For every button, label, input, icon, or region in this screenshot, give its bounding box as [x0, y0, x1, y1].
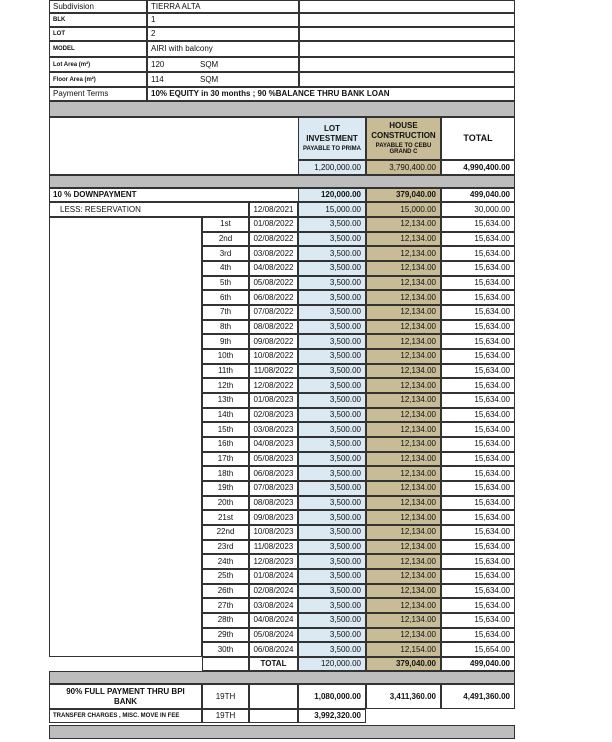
installment-lot: 3,500.00: [298, 393, 366, 408]
installment-date: 10/08/2022: [249, 349, 298, 364]
full-payment-label-line1: 90% FULL PAYMENT THRU BPI: [66, 686, 185, 696]
installment-number: 24th: [202, 554, 249, 569]
header-empty-0: [299, 0, 515, 13]
installment-house: 12,134.00: [366, 598, 441, 613]
installment-lot: 3,500.00: [298, 510, 366, 525]
installment-lot: 3,500.00: [298, 584, 366, 599]
installment-date: 04/08/2023: [249, 437, 298, 452]
installment-lot: 3,500.00: [298, 378, 366, 393]
installment-total: 15,634.00: [441, 437, 515, 452]
installment-date: 05/08/2023: [249, 452, 298, 467]
installment-house: 12,154.00: [366, 642, 441, 657]
installment-house: 12,134.00: [366, 481, 441, 496]
installment-total: 15,634.00: [441, 276, 515, 291]
installment-number: 20th: [202, 496, 249, 511]
section-separator-2: [49, 175, 515, 188]
installment-number: 2nd: [202, 232, 249, 247]
installment-total: 15,634.00: [441, 613, 515, 628]
installment-house: 12,134.00: [366, 613, 441, 628]
installment-total: 15,634.00: [441, 290, 515, 305]
installment-date: 11/08/2022: [249, 364, 298, 379]
installment-date: 06/08/2024: [249, 642, 298, 657]
installment-house: 12,134.00: [366, 217, 441, 232]
lot-title-line2: INVESTMENT: [306, 134, 358, 143]
totals-label: TOTAL: [249, 657, 298, 671]
total-header: TOTAL: [441, 117, 515, 160]
installment-house: 12,134.00: [366, 378, 441, 393]
installment-number: 14th: [202, 408, 249, 423]
header-value-2: 2: [147, 27, 299, 41]
installment-total: 15,634.00: [441, 246, 515, 261]
header-label-6: Payment Terms: [49, 87, 147, 101]
installment-lot: 3,500.00: [298, 334, 366, 349]
header-value-0: TIERRA ALTA: [147, 0, 299, 13]
installment-date: 06/08/2023: [249, 466, 298, 481]
house-title-line1: HOUSE: [389, 121, 418, 130]
installment-number: 7th: [202, 305, 249, 320]
installment-total: 15,634.00: [441, 393, 515, 408]
installment-total: 15,634.00: [441, 349, 515, 364]
installment-date: 04/08/2024: [249, 613, 298, 628]
installment-total: 15,634.00: [441, 510, 515, 525]
reservation-total: 30,000.00: [441, 202, 515, 217]
lot-title-line1: LOT: [324, 124, 340, 133]
header-unit-5: SQM: [200, 74, 219, 84]
installment-number: 4th: [202, 261, 249, 276]
installment-date: 11/08/2023: [249, 540, 298, 555]
lot-payable-to: PAYABLE TO PRIMA: [302, 146, 361, 152]
installment-lot: 3,500.00: [298, 261, 366, 276]
reservation-lot: 15,000.00: [298, 202, 366, 217]
installment-house: 12,134.00: [366, 510, 441, 525]
lot-investment-header: [298, 117, 366, 160]
installment-number: 5th: [202, 276, 249, 291]
house-title-line2: CONSTRUCTION: [371, 131, 436, 140]
installment-number: 19th: [202, 481, 249, 496]
installment-lot: 3,500.00: [298, 437, 366, 452]
installment-total: 15,634.00: [441, 305, 515, 320]
installment-number: 10th: [202, 349, 249, 364]
full-payment-total: 4,491,360.00: [441, 684, 515, 709]
installment-total: 15,634.00: [441, 569, 515, 584]
installment-total: 15,634.00: [441, 320, 515, 335]
header-label-3: MODEL: [49, 41, 147, 57]
installment-total: 15,634.00: [441, 422, 515, 437]
installment-total: 15,634.00: [441, 334, 515, 349]
installment-total: 15,634.00: [441, 598, 515, 613]
installment-lot: 3,500.00: [298, 496, 366, 511]
installment-date: 07/08/2023: [249, 481, 298, 496]
full-payment-blank: [249, 684, 298, 709]
full-payment-label-line2: BANK: [113, 696, 138, 706]
installment-date: 01/08/2023: [249, 393, 298, 408]
installment-lot: 3,500.00: [298, 613, 366, 628]
installment-total: 15,634.00: [441, 364, 515, 379]
section-separator: [49, 101, 515, 117]
installment-house: 12,134.00: [366, 525, 441, 540]
installment-number: 27th: [202, 598, 249, 613]
installment-total: 15,634.00: [441, 466, 515, 481]
installment-lot: 3,500.00: [298, 408, 366, 423]
installment-house: 12,134.00: [366, 422, 441, 437]
installment-date: 12/08/2023: [249, 554, 298, 569]
downpayment-label: 10 % DOWNPAYMENT: [49, 188, 299, 202]
installment-lot: 3,500.00: [298, 246, 366, 261]
installment-date: 07/08/2022: [249, 305, 298, 320]
installment-lot: 3,500.00: [298, 320, 366, 335]
header-label-2: LOT: [49, 27, 147, 41]
installment-number: 9th: [202, 334, 249, 349]
transfer-blank: [249, 709, 298, 723]
header-blank-cell: [49, 117, 299, 175]
installment-lot: 3,500.00: [298, 466, 366, 481]
installment-house: 12,134.00: [366, 305, 441, 320]
installment-number: 1st: [202, 217, 249, 232]
installment-date: 01/08/2022: [249, 217, 298, 232]
installment-number: 3rd: [202, 246, 249, 261]
installment-date: 02/08/2023: [249, 408, 298, 423]
header-label-1: BLK: [49, 13, 147, 27]
installment-total: 15,634.00: [441, 261, 515, 276]
installment-house: 12,134.00: [366, 261, 441, 276]
header-label-5: Floor Area (m²): [49, 72, 147, 87]
installment-house: 12,134.00: [366, 320, 441, 335]
header-value-3: AIRI with balcony: [147, 41, 299, 57]
installment-date: 12/08/2022: [249, 378, 298, 393]
header-empty-3: [299, 41, 515, 57]
installment-date: 09/08/2023: [249, 510, 298, 525]
installment-total: 15,634.00: [441, 554, 515, 569]
downpayment-lot: 120,000.00: [298, 188, 366, 202]
installment-number: 22nd: [202, 525, 249, 540]
totals-lot: 120,000.00: [298, 657, 366, 671]
transfer-lot: 3,992,320.00: [298, 709, 366, 723]
installment-lot: 3,500.00: [298, 290, 366, 305]
installment-date: 05/08/2024: [249, 628, 298, 643]
installment-lot: 3,500.00: [298, 642, 366, 657]
house-contract-amount: 3,790,400.00: [366, 160, 441, 175]
header-label-4: Lot Area (m²): [49, 57, 147, 72]
installment-house: 12,134.00: [366, 393, 441, 408]
installment-number: 25th: [202, 569, 249, 584]
installment-lot: 3,500.00: [298, 525, 366, 540]
installment-number: 30th: [202, 642, 249, 657]
installment-lot: 3,500.00: [298, 452, 366, 467]
installment-total: 15,634.00: [441, 232, 515, 247]
header-label-0: Subdivision: [49, 0, 147, 13]
installment-lot: 3,500.00: [298, 349, 366, 364]
installment-total: 15,634.00: [441, 540, 515, 555]
header-empty-2: [299, 27, 515, 41]
installment-house: 12,134.00: [366, 349, 441, 364]
totals-house: 379,040.00: [366, 657, 441, 671]
installment-house: 12,134.00: [366, 364, 441, 379]
schedule-left-spacer: [49, 217, 202, 657]
installment-lot: 3,500.00: [298, 276, 366, 291]
installment-number: 29th: [202, 628, 249, 643]
installment-lot: 3,500.00: [298, 569, 366, 584]
installment-total: 15,634.00: [441, 525, 515, 540]
installment-house: 12,134.00: [366, 569, 441, 584]
installment-number: 23rd: [202, 540, 249, 555]
installment-date: 10/08/2023: [249, 525, 298, 540]
reservation-house: 15,000.00: [366, 202, 441, 217]
transfer-month: 19TH: [202, 709, 249, 723]
installment-total: 15,634.00: [441, 628, 515, 643]
installment-date: 03/08/2022: [249, 246, 298, 261]
transfer-charges-label: TRANSFER CHARGES , MISC. MOVE IN FEE: [49, 709, 202, 723]
installment-number: 18th: [202, 466, 249, 481]
installment-house: 12,134.00: [366, 246, 441, 261]
totals-blank: [202, 657, 249, 671]
installment-number: 6th: [202, 290, 249, 305]
total-contract-amount: 4,990,400.00: [441, 160, 515, 175]
installment-date: 05/08/2022: [249, 276, 298, 291]
installment-house: 12,134.00: [366, 466, 441, 481]
installment-total: 15,634.00: [441, 481, 515, 496]
installment-house: 12,134.00: [366, 584, 441, 599]
header-empty-5: [299, 72, 515, 87]
downpayment-house: 379,040.00: [366, 188, 441, 202]
header-value-5: 114: [147, 72, 299, 87]
installment-house: 12,134.00: [366, 628, 441, 643]
installment-date: 08/08/2023: [249, 496, 298, 511]
installment-lot: 3,500.00: [298, 232, 366, 247]
installment-house: 12,134.00: [366, 496, 441, 511]
reservation-date: 12/08/2021: [249, 202, 298, 217]
full-payment-label: [49, 684, 202, 709]
installment-house: 12,134.00: [366, 408, 441, 423]
header-unit-4: SQM: [200, 59, 219, 69]
installment-number: 13th: [202, 393, 249, 408]
installment-lot: 3,500.00: [298, 217, 366, 232]
installment-total: 15,634.00: [441, 217, 515, 232]
installment-house: 12,134.00: [366, 276, 441, 291]
installment-house: 12,134.00: [366, 540, 441, 555]
installment-lot: 3,500.00: [298, 364, 366, 379]
installment-house: 12,134.00: [366, 452, 441, 467]
header-value-1: 1: [147, 13, 299, 27]
installment-house: 12,134.00: [366, 437, 441, 452]
installment-lot: 3,500.00: [298, 305, 366, 320]
house-payable-to-2: GRAND C: [389, 149, 418, 155]
installment-date: 03/08/2023: [249, 422, 298, 437]
reservation-label: LESS: RESERVATION: [49, 202, 249, 217]
installment-date: 04/08/2022: [249, 261, 298, 276]
header-empty-4: [299, 57, 515, 72]
installment-date: 06/08/2022: [249, 290, 298, 305]
section-separator-4: [49, 725, 515, 739]
installment-number: 26th: [202, 584, 249, 599]
header-value-4: 120: [147, 57, 299, 72]
lot-contract-amount: 1,200,000.00: [298, 160, 366, 175]
installment-house: 12,134.00: [366, 554, 441, 569]
installment-total: 15,634.00: [441, 408, 515, 423]
installment-total: 15,654.00: [441, 642, 515, 657]
installment-total: 15,634.00: [441, 378, 515, 393]
full-payment-lot: 1,080,000.00: [298, 684, 366, 709]
full-payment-month: 19TH: [202, 684, 249, 709]
installment-total: 15,634.00: [441, 584, 515, 599]
installment-lot: 3,500.00: [298, 422, 366, 437]
installment-number: 21st: [202, 510, 249, 525]
installment-house: 12,134.00: [366, 232, 441, 247]
installment-house: 12,134.00: [366, 334, 441, 349]
installment-lot: 3,500.00: [298, 554, 366, 569]
installment-lot: 3,500.00: [298, 540, 366, 555]
house-construction-header: [366, 117, 441, 160]
installment-date: 08/08/2022: [249, 320, 298, 335]
downpayment-total: 499,040.00: [441, 188, 515, 202]
installment-total: 15,634.00: [441, 452, 515, 467]
installment-lot: 3,500.00: [298, 598, 366, 613]
header-empty-1: [299, 13, 515, 27]
house-payable-to-1: PAYABLE TO CEBU: [375, 143, 432, 149]
header-value-6: 10% EQUITY in 30 months ; 90 %BALANCE THRU BANK LOAN: [147, 87, 515, 101]
installment-date: 01/08/2024: [249, 569, 298, 584]
installment-lot: 3,500.00: [298, 481, 366, 496]
installment-date: 02/08/2024: [249, 584, 298, 599]
totals-total: 499,040.00: [441, 657, 515, 671]
installment-number: 11th: [202, 364, 249, 379]
installment-house: 12,134.00: [366, 290, 441, 305]
installment-total: 15,634.00: [441, 496, 515, 511]
installment-number: 16th: [202, 437, 249, 452]
installment-number: 15th: [202, 422, 249, 437]
installment-date: 02/08/2022: [249, 232, 298, 247]
installment-number: 17th: [202, 452, 249, 467]
section-separator-3: [49, 671, 515, 684]
installment-date: 03/08/2024: [249, 598, 298, 613]
installment-date: 09/08/2022: [249, 334, 298, 349]
full-payment-house: 3,411,360.00: [366, 684, 441, 709]
transfer-empty: [366, 709, 515, 723]
installment-lot: 3,500.00: [298, 628, 366, 643]
installment-number: 28th: [202, 613, 249, 628]
installment-number: 8th: [202, 320, 249, 335]
installment-number: 12th: [202, 378, 249, 393]
